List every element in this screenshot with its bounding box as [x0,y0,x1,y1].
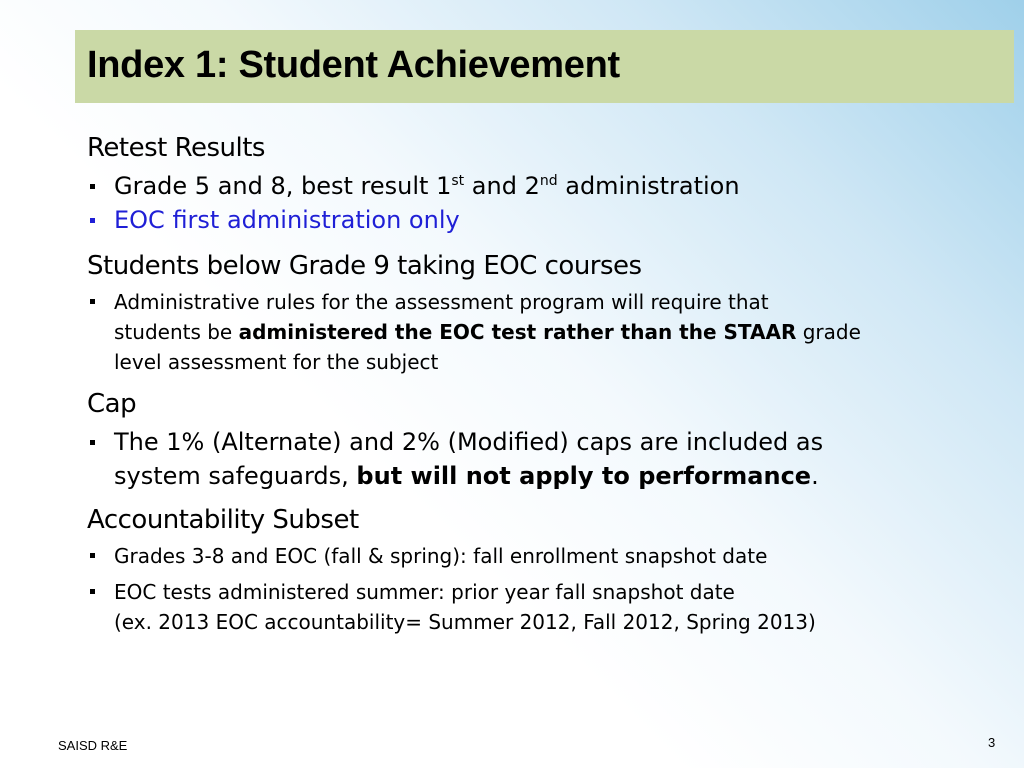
item-text: Administrative rules for the assessment program will require that [114,290,769,314]
item-bold-text: but will not apply to performance [356,462,812,490]
section-heading-retest: Retest Results [87,133,265,163]
item-text: Grades 3-8 and EOC (fall & spring): fall enrollment snapshot date [114,544,768,568]
bullet-icon [90,553,95,558]
item-text: system safeguards, [114,462,357,490]
title-bar [75,30,1014,103]
section-accountability-subset [87,505,997,637]
section-retest-results [87,133,997,237]
page-number: 3 [988,735,996,750]
item-bold-text: administered the EOC test rather than the STAAR [238,320,797,344]
bullet-icon [90,299,95,304]
item-text: Grade 5 and 8, best result 1 [114,172,452,200]
section-heading-subset: Accountability Subset [87,505,359,535]
item-text: (ex. 2013 EOC accountability= Summer 2012, Fall 2012, Spring 2013) [114,610,816,634]
slide-content [87,133,997,637]
item-text: level assessment for the subject [114,350,439,374]
item-text: grade [796,320,861,344]
item-text: administration [557,172,740,200]
list-item [87,169,997,203]
item-text: The 1% (Alternate) and 2% (Modified) caps are included as [114,428,824,456]
item-text: and 2 [464,172,540,200]
item-text: . [811,462,819,490]
item-text: EOC tests administered summer: prior year fall snapshot date [114,580,735,604]
list-item [87,203,997,237]
section-heading-cap: Cap [87,389,137,419]
footer-label: SAISD R&E [58,738,128,753]
item-text: students be [114,320,239,344]
list-item [87,541,997,571]
section-below-grade9 [87,251,997,377]
list-item [87,577,997,637]
cap-list [87,425,997,493]
item-text: EOC first administration only [114,206,460,234]
bullet-icon [90,218,95,223]
bullet-icon [90,440,95,445]
bullet-icon [90,589,95,594]
superscript: st [451,173,465,189]
slide-title: Index 1: Student Achievement [87,44,620,86]
superscript: nd [539,173,558,189]
list-item [87,287,997,377]
section-cap [87,389,997,493]
bullet-icon [90,184,95,189]
section-heading-below-grade9: Students below Grade 9 taking EOC courses [87,251,642,281]
subset-list [87,541,997,637]
below-grade9-list [87,287,997,377]
retest-list [87,169,997,237]
list-item [87,425,997,493]
